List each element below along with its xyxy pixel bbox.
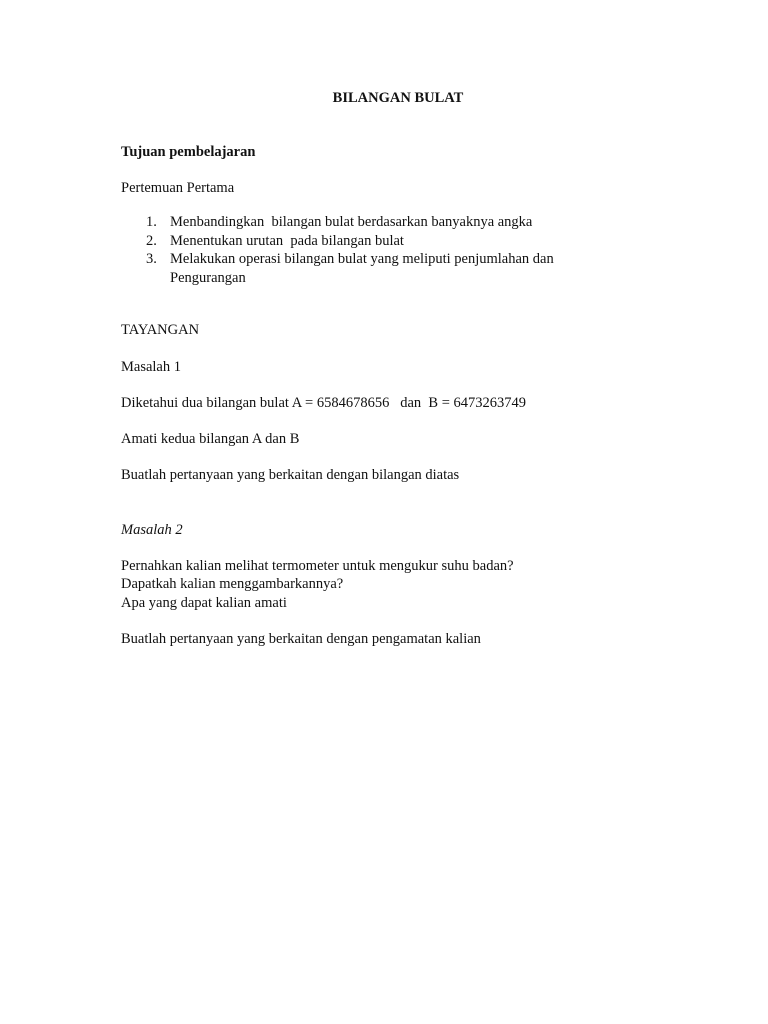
problem1-label: Masalah 1 — [121, 359, 181, 375]
objective-number: 3. — [146, 251, 157, 267]
problem2-question: Dapatkah kalian menggambarkannya? — [121, 576, 344, 592]
problem1-observe: Amati kedua bilangan A dan B — [121, 431, 300, 447]
objective-text: Menentukan urutan pada bilangan bulat — [170, 233, 404, 249]
objective-text: Melakukan operasi bilangan bulat yang meliputi penjumlahan dan — [170, 251, 554, 267]
objective-text: Menbandingkan bilangan bulat berdasarkan banyaknya angka — [170, 214, 533, 230]
problem2-question: Pernahkan kalian melihat termometer untuk mengukur suhu badan? — [121, 558, 514, 574]
document-title: BILANGAN BULAT — [332, 90, 464, 106]
objective-number: 1. — [146, 214, 157, 230]
problem2-question: Apa yang dapat kalian amati — [121, 595, 287, 611]
objectives-heading: Tujuan pembelajaran — [121, 144, 256, 160]
problem2-task: Buatlah pertanyaan yang berkaitan dengan pengamatan kalian — [121, 631, 481, 647]
meeting-label: Pertemuan Pertama — [121, 180, 235, 196]
objective-text-continued: Pengurangan — [170, 270, 246, 286]
section-heading: TAYANGAN — [121, 322, 200, 338]
problem1-task: Buatlah pertanyaan yang berkaitan dengan bilangan diatas — [121, 467, 460, 483]
problem2-label: Masalah 2 — [121, 522, 183, 538]
objective-number: 2. — [146, 233, 157, 249]
problem1-given: Diketahui dua bilangan bulat A = 6584678656 dan B = 6473263749 — [121, 395, 526, 411]
